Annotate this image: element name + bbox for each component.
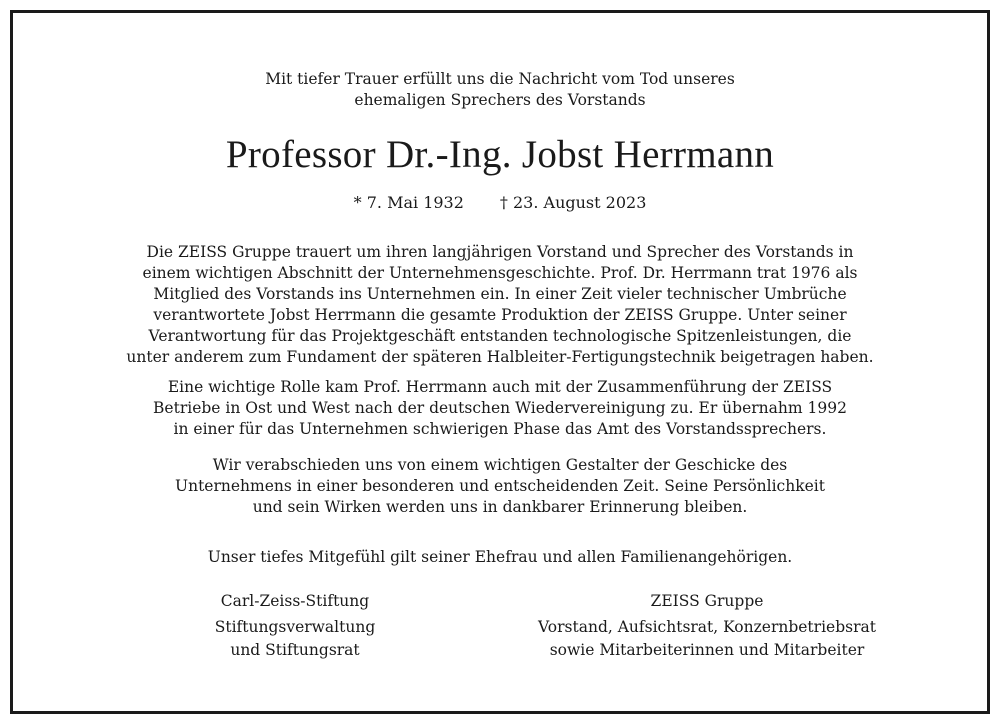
- paragraph-line: Unser tiefes Mitgefühl gilt seiner Ehefrau und allen Familienangehörigen.: [207, 548, 793, 566]
- signature-line: Vorstand, Aufsichtsrat, Konzernbetriebsrat: [538, 618, 876, 636]
- paragraph-condolence: [0, 547, 1000, 568]
- signature-line: und Stiftungsrat: [230, 641, 360, 659]
- life-dates: [0, 192, 1000, 214]
- signature-zeiss-gruppe: [500, 590, 914, 662]
- paragraph-line: Betriebe in Ost und West nach der deutschen Wiedervereinigung zu. Er übernahm 1992: [153, 399, 847, 417]
- death-date: † 23. August 2023: [499, 193, 647, 212]
- birth-date: * 7. Mai 1932: [353, 193, 464, 212]
- paragraph-line: Die ZEISS Gruppe trauert um ihren langjährigen Vorstand und Sprecher des Vorstands in: [146, 243, 854, 261]
- signature-line: Stiftungsverwaltung: [214, 618, 376, 636]
- paragraph-line: Unternehmens in einer besonderen und entscheidenden Zeit. Seine Persönlichkeit: [175, 477, 825, 495]
- intro-text: [0, 69, 1000, 111]
- signature-line: sowie Mitarbeiterinnen und Mitarbeiter: [549, 641, 865, 659]
- paragraph-line: unter anderem zum Fundament der späteren Halbleiter-Fertigungstechnik beigetragen haben.: [126, 348, 874, 366]
- signature-org: Carl-Zeiss-Stiftung: [220, 592, 370, 610]
- deceased-name: Professor Dr.-Ing. Jobst Herrmann: [225, 133, 775, 176]
- intro-line-2: ehemaligen Sprechers des Vorstands: [354, 91, 646, 109]
- paragraph-line: Eine wichtige Rolle kam Prof. Herrmann auch mit der Zusammenführung der ZEISS: [167, 378, 833, 396]
- paragraph-reunification: [0, 377, 1000, 440]
- paragraph-line: Mitglied des Vorstands ins Unternehmen ein. In einer Zeit vieler technischer Umbrüche: [153, 285, 847, 303]
- paragraph-line: Verantwortung für das Projektgeschäft entstanden technologische Spitzenleistungen, die: [148, 327, 852, 345]
- signature-carl-zeiss-stiftung: [160, 590, 430, 662]
- paragraph-line: einem wichtigen Abschnitt der Unternehmensgeschichte. Prof. Dr. Herrmann trat 1976 als: [142, 264, 858, 282]
- paragraph-line: und sein Wirken werden uns in dankbarer Erinnerung bleiben.: [252, 498, 748, 516]
- paragraph-farewell: [0, 455, 1000, 518]
- intro-line-1: Mit tiefer Trauer erfüllt uns die Nachricht vom Tod unseres: [265, 70, 735, 88]
- signature-org: ZEISS Gruppe: [650, 592, 764, 610]
- paragraph-line: verantwortete Jobst Herrmann die gesamte Produktion der ZEISS Gruppe. Unter seiner: [153, 306, 847, 324]
- paragraph-line: Wir verabschieden uns von einem wichtigen Gestalter der Geschicke des: [212, 456, 788, 474]
- paragraph-tribute: [0, 242, 1000, 368]
- paragraph-line: in einer für das Unternehmen schwierigen Phase das Amt des Vorstandssprechers.: [173, 420, 827, 438]
